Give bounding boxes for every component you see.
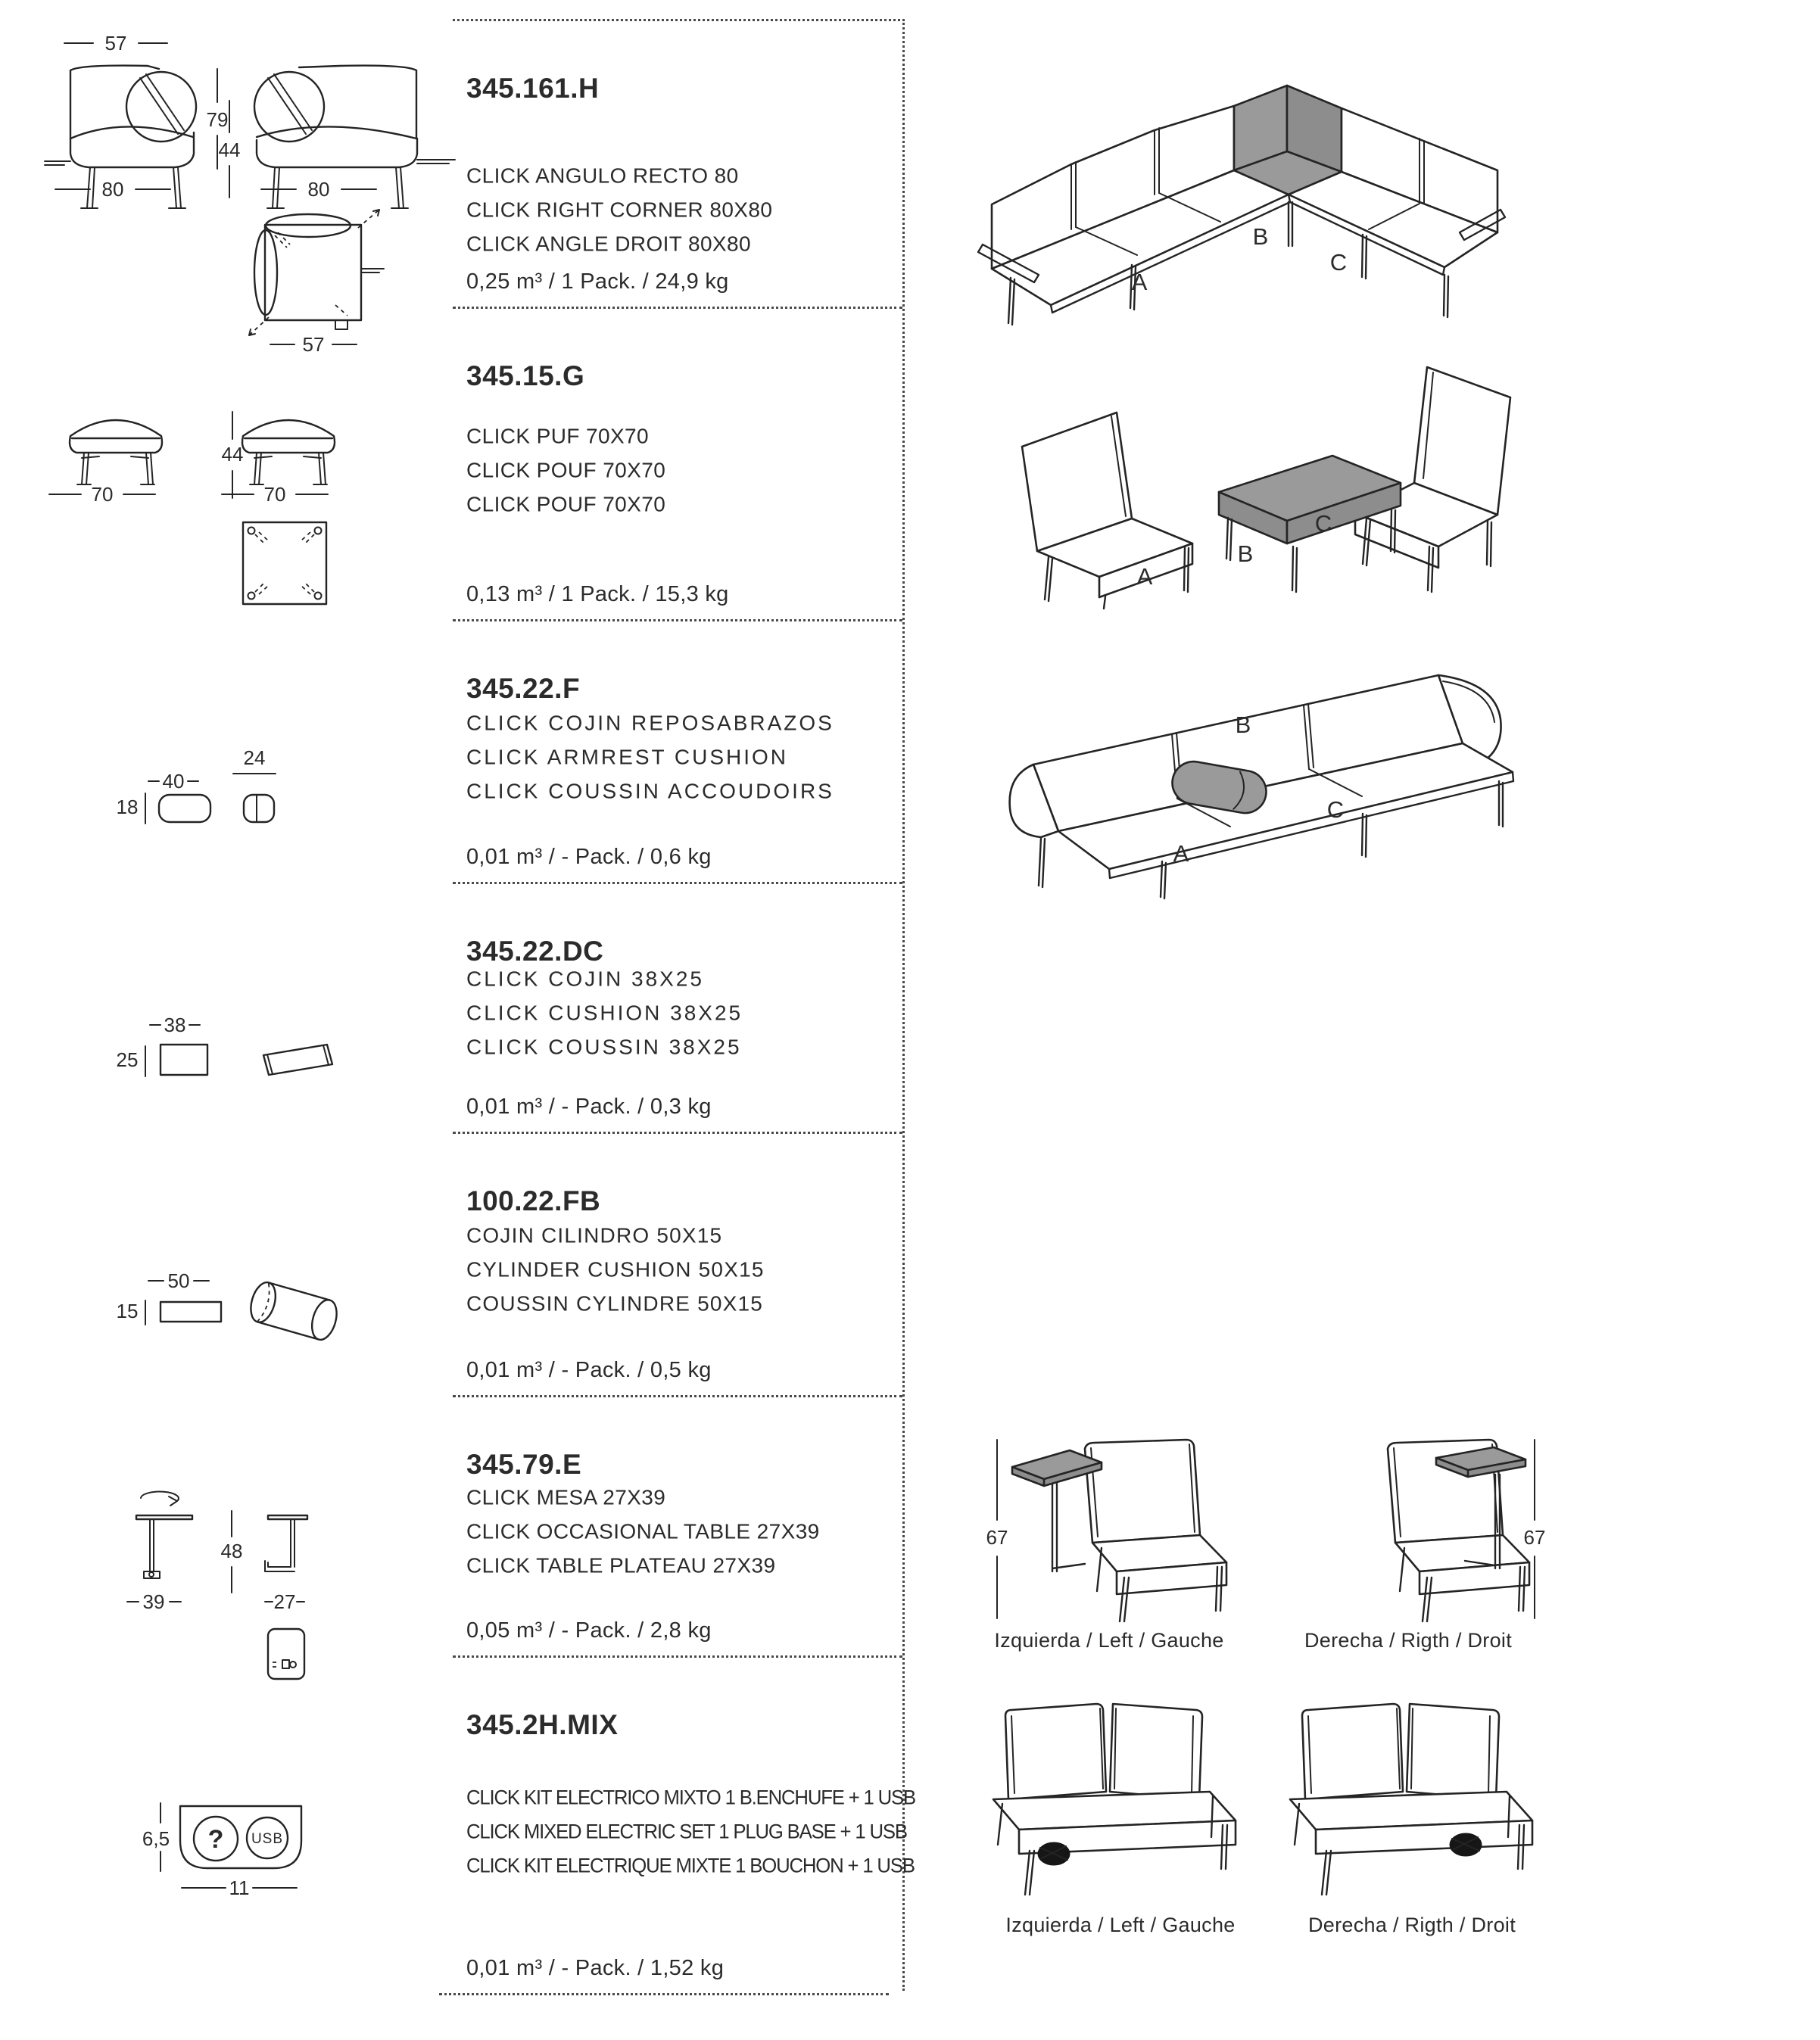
- module-label-c: C: [1329, 249, 1348, 276]
- packing-info: 0,01 m³ / - Pack. / 0,6 kg: [466, 845, 712, 869]
- dim-height-48: 48: [220, 1540, 243, 1562]
- dim-width-80b: 80: [307, 178, 330, 201]
- product-section-345-22-F: [453, 621, 902, 884]
- product-code: 345.79.E: [466, 1449, 582, 1480]
- dim-width-80: 80: [101, 178, 124, 201]
- illustration-chairs-with-tables: [965, 1423, 1548, 1639]
- product-description: [466, 158, 772, 260]
- module-label-b: B: [1252, 223, 1269, 250]
- desc-line-en: CYLINDER CUSHION 50X15: [466, 1257, 765, 1282]
- packing-info: 0,01 m³ / - Pack. / 1,52 kg: [466, 1956, 725, 1980]
- tech-drawing-electric-kit: [112, 1755, 362, 1936]
- dim-width-70: 70: [91, 483, 114, 506]
- product-code: 345.2H.MIX: [466, 1709, 619, 1740]
- desc-line-es: CLICK KIT ELECTRICO MIXTO 1 B.ENCHUFE + 1 USB: [466, 1786, 916, 1809]
- tech-drawing-cushion-38x25: [106, 975, 348, 1111]
- product-section-345-79-E: [453, 1397, 902, 1658]
- dim-width-50: 50: [167, 1269, 190, 1292]
- illustration-sofa-with-armrest-cushion: [969, 636, 1544, 901]
- product-code: 345.22.DC: [466, 936, 604, 967]
- dim-width-27: 27: [273, 1590, 296, 1613]
- desc-line-es: CLICK ANGULO RECTO 80: [466, 164, 739, 188]
- product-code: 345.161.H: [466, 73, 600, 104]
- tech-drawing-armrest-cushion: [106, 718, 348, 846]
- product-description: [466, 1781, 915, 1883]
- product-code: 345.15.G: [466, 360, 585, 391]
- dim-height-67-left: 67: [986, 1526, 1008, 1549]
- desc-line-es: CLICK MESA 27X39: [466, 1485, 666, 1509]
- caption-left-sofa: Izquierda / Left / Gauche: [1005, 1914, 1236, 1936]
- desc-line-en: CLICK MIXED ELECTRIC SET 1 PLUG BASE + 1 USB: [466, 1820, 907, 1843]
- dim-width-38: 38: [164, 1014, 186, 1036]
- desc-line-es: CLICK COJIN REPOSABRAZOS: [466, 711, 834, 735]
- desc-line-fr: CLICK KIT ELECTRIQUE MIXTE 1 BOUCHON + 1 USB: [466, 1854, 915, 1877]
- tech-drawing-cylinder-cushion: [106, 1232, 348, 1353]
- desc-line-en: CLICK POUF 70X70: [466, 458, 666, 482]
- caption-right-table: Derecha / Rigth / Droit: [1304, 1629, 1512, 1652]
- packing-info: 0,25 m³ / 1 Pack. / 24,9 kg: [466, 269, 729, 294]
- desc-line-en: CLICK ARMREST CUSHION: [466, 745, 788, 769]
- dim-width-11: 11: [229, 1876, 250, 1899]
- product-description: [466, 1481, 820, 1583]
- product-description: [466, 419, 665, 522]
- product-section-345-22-DC: [453, 884, 902, 1134]
- dim-height-6-5: 6,5: [142, 1827, 170, 1850]
- dim-width-39: 39: [142, 1590, 165, 1613]
- module-label-a: A: [1131, 269, 1148, 295]
- desc-line-es: COJIN CILINDRO 50X15: [466, 1223, 723, 1247]
- dim-height-25: 25: [116, 1048, 139, 1071]
- product-description: [466, 1219, 765, 1321]
- module-label-b: B: [1237, 540, 1254, 567]
- packing-info: 0,13 m³ / 1 Pack. / 15,3 kg: [466, 582, 729, 606]
- desc-line-es: CLICK COJIN 38X25: [466, 967, 704, 991]
- desc-line-en: CLICK OCCASIONAL TABLE 27X39: [466, 1519, 820, 1543]
- product-section-345-15-G: [453, 309, 902, 621]
- product-section-100-22-FB: [453, 1134, 902, 1397]
- module-label-b: B: [1235, 712, 1251, 738]
- dim-height-79: 79: [206, 108, 229, 131]
- dim-height-67-right: 67: [1523, 1526, 1546, 1549]
- desc-line-fr: CLICK ANGLE DROIT 80X80: [466, 232, 751, 256]
- dim-width-57: 57: [104, 32, 127, 55]
- dim-side-24: 24: [243, 746, 266, 769]
- dim-height-44: 44: [221, 443, 244, 466]
- product-description: [466, 705, 834, 808]
- illustration-sofas-electric-kit: [969, 1684, 1544, 1911]
- desc-line-fr: CLICK COUSSIN ACCOUDOIRS: [466, 779, 834, 803]
- product-code: 100.22.FB: [466, 1185, 601, 1216]
- tech-drawing-corner-module: [34, 26, 458, 360]
- dim-height-15: 15: [116, 1300, 139, 1322]
- module-label-c: C: [1326, 796, 1345, 823]
- product-description: [466, 962, 743, 1064]
- caption-left-table: Izquierda / Left / Gauche: [994, 1629, 1224, 1652]
- dim-height-44: 44: [218, 139, 241, 161]
- usb-label: USB: [251, 1831, 284, 1847]
- illustration-corner-sofa: [939, 42, 1529, 329]
- dim-height-18: 18: [116, 796, 139, 818]
- dim-plan-57: 57: [302, 333, 325, 356]
- desc-line-fr: CLICK TABLE PLATEAU 27X39: [466, 1553, 776, 1577]
- packing-info: 0,01 m³ / - Pack. / 0,5 kg: [466, 1358, 712, 1382]
- product-info-column: [453, 19, 916, 1991]
- packing-info: 0,01 m³ / - Pack. / 0,3 kg: [466, 1095, 712, 1119]
- desc-line-es: CLICK PUF 70X70: [466, 424, 649, 448]
- tech-drawing-pouf: [34, 392, 458, 627]
- socket-question-mark: ?: [207, 1825, 224, 1854]
- dim-width-70b: 70: [263, 483, 286, 506]
- desc-line-en: CLICK CUSHION 38X25: [466, 1001, 743, 1025]
- product-section-345-2H-MIX: [453, 1658, 916, 1993]
- desc-line-fr: COUSSIN CYLINDRE 50X15: [466, 1291, 764, 1316]
- module-label-a: A: [1136, 563, 1153, 590]
- dim-width-40: 40: [162, 770, 185, 793]
- illustration-seats-with-pouf: [977, 341, 1522, 613]
- packing-info: 0,05 m³ / - Pack. / 2,8 kg: [466, 1618, 712, 1643]
- caption-right-sofa: Derecha / Rigth / Droit: [1308, 1914, 1516, 1936]
- module-label-a: A: [1173, 840, 1189, 867]
- product-code: 345.22.F: [466, 673, 581, 704]
- desc-line-fr: CLICK COUSSIN 38X25: [466, 1035, 742, 1059]
- module-label-c: C: [1314, 510, 1332, 537]
- desc-line-en: CLICK RIGHT CORNER 80X80: [466, 198, 773, 222]
- product-section-345-161-H: [453, 21, 902, 309]
- tech-drawing-occasional-table: [67, 1467, 347, 1717]
- desc-line-fr: CLICK POUF 70X70: [466, 492, 666, 516]
